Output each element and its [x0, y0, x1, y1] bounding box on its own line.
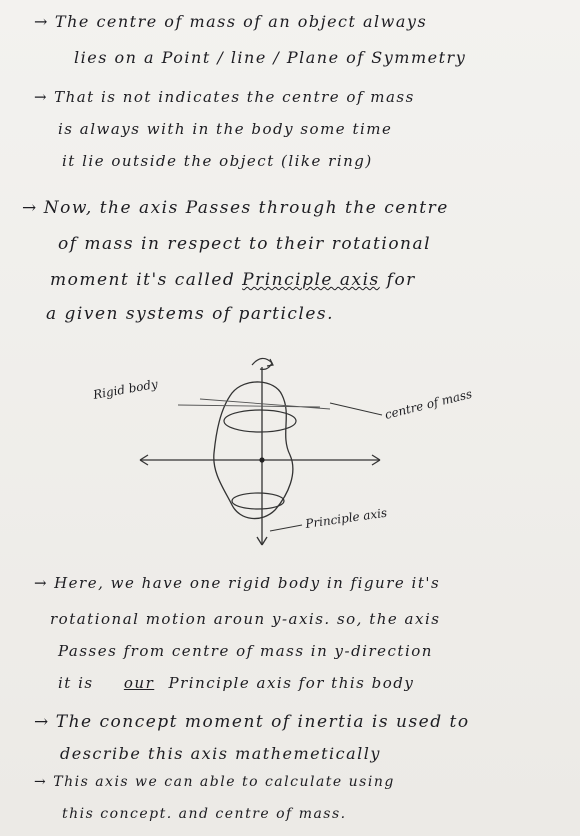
note-line-3: → That is not indicates the centre of mass: [34, 88, 415, 106]
note-line-12: Passes from centre of mass in y-direction: [58, 642, 433, 660]
note-line-9: a given systems of particles.: [46, 304, 335, 324]
note-line-8: moment it's called Principle axis for: [50, 270, 416, 290]
note-line-4: is always with in the body some time: [58, 120, 393, 138]
bullet-arrow-icon: →: [34, 88, 49, 106]
top-rotation-ellipse: [224, 410, 296, 432]
bullet-arrow-icon: →: [34, 574, 49, 592]
note-line-17: this concept. and centre of mass.: [62, 806, 347, 822]
plane-sketch: [178, 399, 330, 409]
principle-axis-pointer: [270, 525, 302, 531]
note-line-10: → Here, we have one rigid body in figure it's: [34, 574, 441, 592]
note-line-14: → The concept moment of inertia is used to: [34, 712, 470, 732]
bullet-arrow-icon: →: [34, 774, 48, 790]
bullet-arrow-icon: →: [22, 198, 38, 218]
note-line-6: → Now, the axis Passes through the centre: [22, 198, 449, 218]
bottom-rotation-ellipse: [232, 493, 284, 509]
principle-axis-term: Principle axis: [242, 270, 380, 290]
note-line-11: rotational motion aroun y-axis. so, the axis: [50, 610, 441, 628]
rigid-body-label: Rigid body: [92, 376, 159, 402]
bullet-arrow-icon: →: [34, 12, 49, 31]
bullet-arrow-icon: →: [34, 712, 50, 732]
centre-of-mass-dot: [259, 457, 264, 462]
note-line-7: of mass in respect to their rotational: [58, 234, 432, 254]
principle-axis-label: Principle axis: [304, 505, 388, 531]
note-line-2: lies on a Point / line / Plane of Symmetry: [74, 48, 467, 67]
centre-of-mass-pointer: [330, 403, 382, 415]
note-line-15: describe this axis mathemetically: [60, 744, 381, 763]
rigid-body-shape: [214, 382, 293, 519]
centre-of-mass-label: centre of mass: [383, 386, 474, 422]
note-line-13: it is our Principle axis for this body: [58, 674, 415, 692]
rigid-body-figure: [0, 345, 580, 565]
note-line-1: → The centre of mass of an object always: [34, 12, 428, 31]
note-line-16: → This axis we can able to calculate using: [34, 774, 395, 790]
note-line-5: it lie outside the object (like ring): [62, 152, 373, 170]
